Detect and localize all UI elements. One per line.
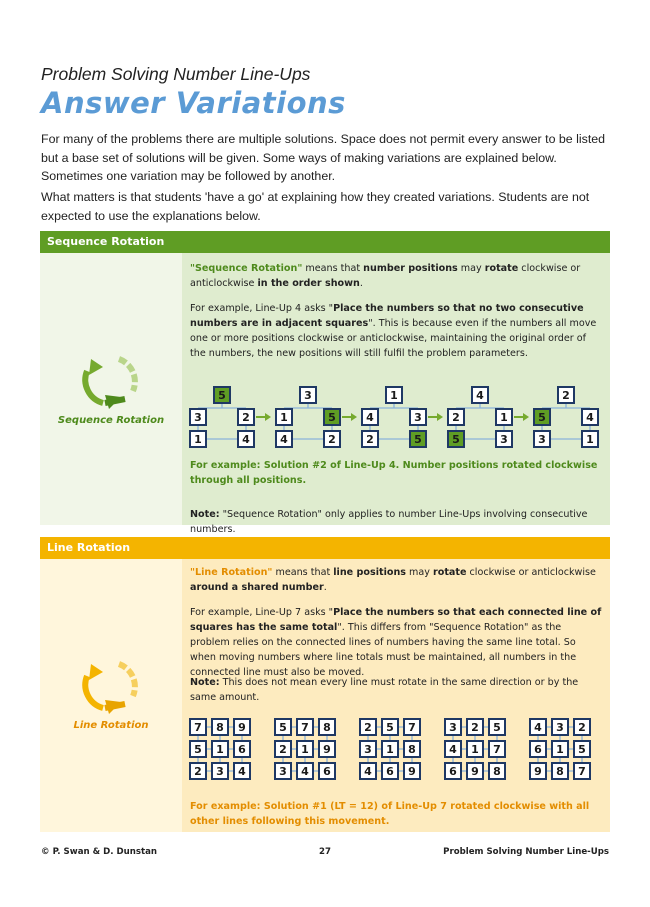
svg-text:4: 4: [301, 765, 309, 778]
number-square: [534, 431, 550, 447]
number-square: [404, 719, 420, 735]
number-square: [276, 409, 292, 425]
number-square: [404, 763, 420, 779]
intro-paragraph-2: What matters is that students 'have a go' at explaining how they created variations. Students are not expected to use the explanations below.: [41, 190, 590, 223]
number-square: [297, 719, 313, 735]
line-rotation-icon-label: Line Rotation: [73, 720, 149, 731]
number-square: [448, 409, 464, 425]
svg-text:3: 3: [538, 433, 546, 446]
number-square: [360, 763, 376, 779]
svg-text:7: 7: [578, 765, 586, 778]
svg-text:2: 2: [562, 389, 570, 402]
svg-text:3: 3: [414, 411, 422, 424]
number-square: [467, 719, 483, 735]
line-rotation-section: [40, 559, 610, 832]
page-subtitle: Problem Solving Number Line-Ups: [41, 64, 311, 84]
number-square: [324, 409, 340, 425]
number-square: [362, 431, 378, 447]
svg-text:1: 1: [386, 743, 394, 756]
rotation-cycle-icon: [81, 654, 141, 718]
svg-text:5: 5: [194, 743, 202, 756]
number-square: [472, 387, 488, 403]
svg-text:2: 2: [452, 411, 460, 424]
number-square: [319, 719, 335, 735]
svg-text:6: 6: [238, 743, 246, 756]
number-square: [445, 741, 461, 757]
svg-text:2: 2: [471, 721, 479, 734]
svg-text:5: 5: [414, 433, 422, 446]
svg-text:3: 3: [304, 389, 312, 402]
svg-text:7: 7: [194, 721, 202, 734]
svg-text:6: 6: [386, 765, 394, 778]
number-square: [467, 741, 483, 757]
number-square: [275, 741, 291, 757]
page-title: Answer Variations: [41, 86, 346, 120]
svg-text:8: 8: [493, 765, 501, 778]
line-rotation-note: Note: This does not mean every line must rotate in the same direction or by the same amount.: [190, 677, 579, 703]
svg-text:2: 2: [578, 721, 586, 734]
svg-text:7: 7: [408, 721, 416, 734]
sequence-rotation-heading: Sequence Rotation: [40, 231, 610, 253]
svg-text:1: 1: [500, 411, 508, 424]
footer-page-number: 27: [319, 847, 331, 857]
number-square: [238, 431, 254, 447]
number-square: [319, 741, 335, 757]
svg-text:3: 3: [279, 765, 287, 778]
number-square: [300, 387, 316, 403]
svg-text:6: 6: [449, 765, 457, 778]
svg-text:7: 7: [301, 721, 309, 734]
number-square: [386, 387, 402, 403]
svg-text:3: 3: [194, 411, 202, 424]
number-square: [234, 719, 250, 735]
number-square: [297, 763, 313, 779]
number-square: [467, 763, 483, 779]
number-square: [360, 741, 376, 757]
number-square: [190, 741, 206, 757]
svg-text:5: 5: [538, 411, 546, 424]
svg-text:4: 4: [449, 743, 457, 756]
sequence-rotation-note: Note: "Sequence Rotation" only applies to number Line-Ups involving consecutive numbers.: [190, 509, 588, 535]
svg-text:2: 2: [366, 433, 374, 446]
intro-paragraph-1: For many of the problems there are multiple solutions. Space does not permit every answer to be listed but a base set of solutions will be given. Some ways of making variations are explained below. Sometimes one variation may be followed by another.: [41, 132, 606, 183]
number-square: [445, 719, 461, 735]
arrow-head-icon: [351, 413, 357, 421]
svg-text:8: 8: [556, 765, 564, 778]
footer-book-title: Problem Solving Number Line-Ups: [443, 847, 609, 857]
number-square: [234, 741, 250, 757]
number-square: [276, 431, 292, 447]
number-square: [530, 719, 546, 735]
svg-text:4: 4: [280, 433, 288, 446]
number-square: [297, 741, 313, 757]
svg-text:2: 2: [242, 411, 250, 424]
number-square: [489, 741, 505, 757]
sequence-rotation-definition: "Sequence Rotation" means that number positions may rotate clockwise or anticlockwise in the order shown.: [190, 263, 581, 289]
number-square: [324, 431, 340, 447]
svg-text:3: 3: [500, 433, 508, 446]
svg-text:3: 3: [364, 743, 372, 756]
svg-text:4: 4: [534, 721, 542, 734]
svg-text:3: 3: [216, 765, 224, 778]
number-square: [190, 719, 206, 735]
line-rotation-diagrams: [186, 717, 606, 789]
arrow-head-icon: [437, 413, 443, 421]
number-square: [212, 719, 228, 735]
number-square: [574, 763, 590, 779]
svg-text:8: 8: [216, 721, 224, 734]
sequence-rotation-diagrams: [186, 385, 606, 453]
number-square: [382, 763, 398, 779]
number-square: [582, 431, 598, 447]
number-square: [362, 409, 378, 425]
svg-text:5: 5: [493, 721, 501, 734]
number-square: [212, 763, 228, 779]
number-square: [552, 719, 568, 735]
svg-text:5: 5: [218, 389, 226, 402]
svg-text:6: 6: [323, 765, 331, 778]
number-square: [382, 741, 398, 757]
svg-text:1: 1: [586, 433, 594, 446]
number-square: [190, 431, 206, 447]
number-square: [448, 431, 464, 447]
line-rotation-caption: For example: Solution #1 (LT = 12) of Line-Up 7 rotated clockwise with all other lines following this movement.: [190, 801, 590, 827]
svg-text:1: 1: [471, 743, 479, 756]
line-rotation-term: Line Rotation: [195, 567, 268, 578]
svg-text:9: 9: [471, 765, 479, 778]
svg-text:5: 5: [386, 721, 394, 734]
svg-text:5: 5: [279, 721, 287, 734]
svg-text:4: 4: [242, 433, 250, 446]
svg-text:6: 6: [534, 743, 542, 756]
number-square: [190, 763, 206, 779]
number-square: [489, 719, 505, 735]
svg-text:1: 1: [556, 743, 564, 756]
svg-text:4: 4: [366, 411, 374, 424]
svg-text:9: 9: [238, 721, 246, 734]
number-square: [530, 763, 546, 779]
svg-text:5: 5: [328, 411, 336, 424]
number-square: [445, 763, 461, 779]
svg-text:7: 7: [493, 743, 501, 756]
number-square: [410, 431, 426, 447]
line-rotation-icon-panel: [40, 559, 182, 832]
svg-text:5: 5: [452, 433, 460, 446]
line-rotation-heading: Line Rotation: [40, 537, 610, 559]
number-square: [489, 763, 505, 779]
sequence-rotation-section: [40, 253, 610, 535]
number-square: [552, 763, 568, 779]
line-rotation-definition: "Line Rotation" means that line positions may rotate clockwise or anticlockwise around a shared number.: [190, 567, 596, 593]
number-square: [275, 763, 291, 779]
svg-text:4: 4: [364, 765, 372, 778]
number-square: [574, 719, 590, 735]
svg-text:8: 8: [408, 743, 416, 756]
svg-text:2: 2: [194, 765, 202, 778]
sequence-rotation-example: For example, Line-Up 4 asks "Place the numbers so that no two consecutive numbers are in adjacent squares". This is because even if the numbers all move one or more positions clockwise or anticlockwise, maintaining the original order of the numbers, the new positions will still fulfil the problem parameters.: [190, 303, 597, 359]
svg-text:1: 1: [216, 743, 224, 756]
svg-text:4: 4: [238, 765, 246, 778]
sequence-rotation-icon-label: Sequence Rotation: [57, 415, 165, 426]
number-square: [319, 763, 335, 779]
number-square: [404, 741, 420, 757]
svg-text:2: 2: [364, 721, 372, 734]
number-square: [382, 719, 398, 735]
svg-text:1: 1: [390, 389, 398, 402]
footer-copyright: © P. Swan & D. Dunstan: [41, 847, 157, 857]
sequence-rotation-term: Sequence Rotation: [195, 263, 298, 274]
number-square: [214, 387, 230, 403]
number-square: [212, 741, 228, 757]
arrow-head-icon: [265, 413, 271, 421]
number-square: [238, 409, 254, 425]
number-square: [496, 431, 512, 447]
svg-text:9: 9: [408, 765, 416, 778]
number-square: [234, 763, 250, 779]
svg-text:2: 2: [279, 743, 287, 756]
svg-text:1: 1: [280, 411, 288, 424]
number-square: [534, 409, 550, 425]
line-rotation-example: For example, Line-Up 7 asks "Place the numbers so that each connected line of squares has the same total". This differs from "Sequence Rotation" as the problem relies on the connected lines of numbers having the same line total. So when moving numbers where line totals must be maintained, all numbers in the connected line must also be moved.: [190, 607, 602, 678]
number-square: [558, 387, 574, 403]
svg-text:1: 1: [194, 433, 202, 446]
svg-text:1: 1: [301, 743, 309, 756]
svg-text:3: 3: [556, 721, 564, 734]
svg-text:3: 3: [449, 721, 457, 734]
number-square: [190, 409, 206, 425]
number-square: [582, 409, 598, 425]
svg-text:9: 9: [534, 765, 542, 778]
svg-text:8: 8: [323, 721, 331, 734]
number-square: [496, 409, 512, 425]
number-square: [360, 719, 376, 735]
number-square: [410, 409, 426, 425]
svg-text:9: 9: [323, 743, 331, 756]
number-square: [275, 719, 291, 735]
sequence-rotation-caption: For example: Solution #2 of Line-Up 4. Number positions rotated clockwise through all positions.: [190, 460, 598, 486]
svg-text:4: 4: [586, 411, 594, 424]
sequence-rotation-icon-panel: [40, 253, 182, 525]
number-square: [552, 741, 568, 757]
rotation-cycle-icon: [81, 349, 141, 413]
svg-text:4: 4: [476, 389, 484, 402]
number-square: [530, 741, 546, 757]
number-square: [574, 741, 590, 757]
svg-text:2: 2: [328, 433, 336, 446]
svg-text:5: 5: [578, 743, 586, 756]
arrow-head-icon: [523, 413, 529, 421]
